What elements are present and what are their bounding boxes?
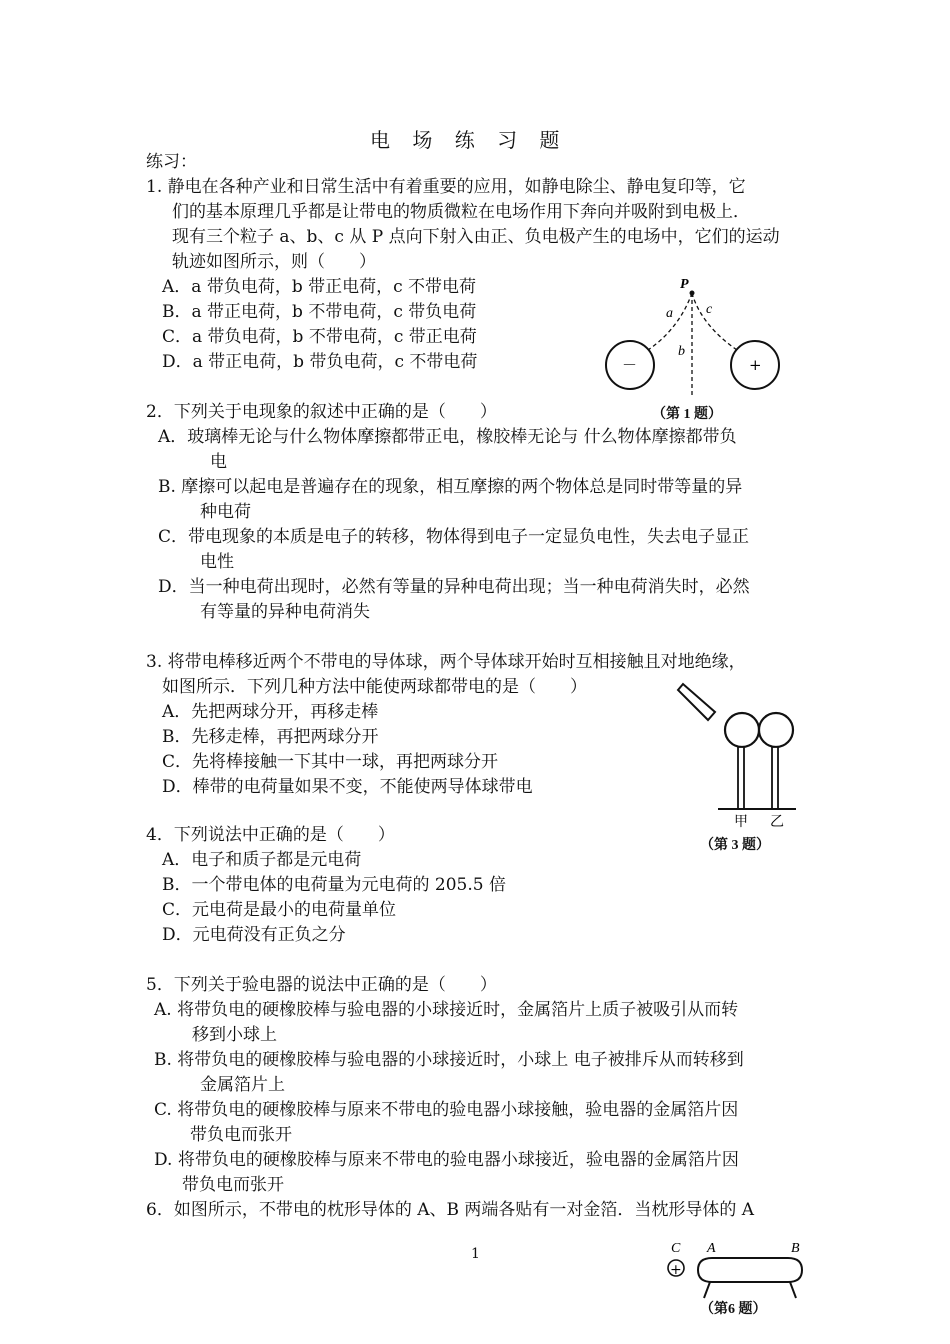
q5-stem: 5．下列关于验电器的说法中正确的是（ ）: [146, 975, 497, 995]
q1-option-c: C．a 带负电荷，b 不带电荷，c 带正电荷: [162, 327, 477, 347]
charged-rod: [678, 684, 715, 720]
q1-option-d: D．a 带正电荷，b 带负电荷，c 不带电荷: [162, 352, 478, 372]
sphere-yi: [759, 713, 793, 747]
q3-figure-caption: （第 3 题）: [700, 838, 770, 853]
q2-option-a-cont: 电: [210, 452, 227, 472]
label-jia: 甲: [734, 814, 748, 830]
q5-option-b: B. 将带负电的硬橡胶棒与验电器的小球接近时，小球上 电子被排斥从而转移到: [154, 1050, 744, 1070]
q1-figure-caption: （第 1 题）: [652, 407, 722, 422]
intro-label: 练习：: [146, 152, 197, 172]
label-c: C: [671, 1241, 681, 1256]
support-right: [790, 1282, 796, 1298]
q1-stem-line: 们的基本原理几乎都是让带电的物质微粒在电场作用下奔向并吸附到电极上．: [172, 202, 750, 222]
q2-option-d: D．当一种电荷出现时，必然有等量的异种电荷出现；当一种电荷消失时，必然: [158, 577, 750, 597]
q2-option-d-cont: 有等量的异种电荷消失: [200, 602, 370, 622]
q4-option-c: C．元电荷是最小的电荷量单位: [162, 900, 397, 920]
q1-stem-line: 1. 静电在各种产业和日常生活中有着重要的应用，如静电除尘、静电复印等，它: [146, 177, 746, 197]
plus-sign: +: [749, 356, 762, 374]
q1-option-b: B．a 带正电荷，b 不带电荷，c 带负电荷: [162, 302, 477, 322]
q5-option-d-cont: 带负电而张开: [182, 1175, 284, 1195]
q3-stem-line: 如图所示．下列几种方法中能使两球都带电的是（ ）: [162, 677, 587, 697]
q5-option-a-cont: 移到小球上: [192, 1025, 277, 1045]
q4-option-d: D．元电荷没有正负之分: [162, 925, 346, 945]
sphere-jia: [725, 713, 759, 747]
q1-stem-line: 轨迹如图所示，则（ ）: [172, 252, 376, 272]
q5-option-c-cont: 带负电而张开: [190, 1125, 292, 1145]
q6-figure-caption: （第6 题）: [700, 1302, 767, 1317]
q6-figure: [660, 1232, 810, 1302]
pillow-conductor: [698, 1258, 802, 1282]
q1-figure: [600, 270, 790, 400]
stand-jia: [738, 747, 744, 809]
label-c: c: [706, 302, 713, 317]
q2-option-b-cont: 种电荷: [200, 502, 251, 522]
support-left: [704, 1282, 710, 1298]
q4-option-b: B．一个带电体的电荷量为元电荷的 205.5 倍: [162, 875, 506, 895]
q1-option-a: A．a 带负电荷，b 带正电荷，c 不带电荷: [162, 277, 477, 297]
page-number: 1: [471, 1246, 480, 1262]
q4-stem: 4．下列说法中正确的是（ ）: [146, 825, 395, 845]
stand-yi: [772, 747, 778, 809]
page-title: 电 场 练 习 题: [370, 128, 568, 152]
q2-option-b: B. 摩擦可以起电是普遍存在的现象，相互摩擦的两个物体总是同时带等量的异: [158, 477, 743, 497]
label-p: P: [680, 277, 689, 292]
minus-sign: －: [622, 356, 638, 374]
q3-option-a: A．先把两球分开，再移走棒: [162, 702, 379, 722]
q5-option-c: C. 将带负电的硬橡胶棒与原来不带电的验电器小球接触，验电器的金属箔片因: [154, 1100, 739, 1120]
q2-option-c: C．带电现象的本质是电子的转移，物体得到电子一定显负电性，失去电子显正: [158, 527, 750, 547]
trajectory-c: [692, 293, 737, 350]
plus-sign: +: [670, 1262, 682, 1278]
q1-stem-line: 现有三个粒子 a、b、c 从 P 点向下射入由正、负电极产生的电场中，它们的运动: [172, 227, 780, 247]
trajectory-a: [648, 293, 692, 350]
q3-figure: [670, 680, 810, 830]
q3-option-b: B．先移走棒，再把两球分开: [162, 727, 379, 747]
q5-option-d: D. 将带负电的硬橡胶棒与原来不带电的验电器小球接近，验电器的金属箔片因: [154, 1150, 739, 1170]
label-yi: 乙: [770, 814, 784, 830]
q3-option-c: C．先将棒接触一下其中一球，再把两球分开: [162, 752, 499, 772]
q3-option-d: D．棒带的电荷量如果不变，不能使两导体球带电: [162, 777, 533, 797]
q2-option-a: A．玻璃棒无论与什么物体摩擦都带正电，橡胶棒无论与 什么物体摩擦都带负: [158, 427, 737, 447]
label-b: B: [791, 1241, 800, 1256]
label-b: b: [678, 344, 685, 359]
q5-option-b-cont: 金属箔片上: [200, 1075, 285, 1095]
q6-stem: 6．如图所示，不带电的枕形导体的 A、B 两端各贴有一对金箔．当枕形导体的 A: [146, 1200, 755, 1220]
q2-stem: 2．下列关于电现象的叙述中正确的是（ ）: [146, 402, 497, 422]
q2-option-c-cont: 电性: [200, 552, 234, 572]
q4-option-a: A．电子和质子都是元电荷: [162, 850, 362, 870]
q5-option-a: A. 将带负电的硬橡胶棒与验电器的小球接近时，金属箔片上质子被吸引从而转: [154, 1000, 739, 1020]
label-a: a: [666, 306, 673, 321]
label-a: A: [707, 1241, 716, 1256]
q3-stem-line: 3. 将带电棒移近两个不带电的导体球，两个导体球开始时互相接触且对地绝缘，: [146, 652, 746, 672]
